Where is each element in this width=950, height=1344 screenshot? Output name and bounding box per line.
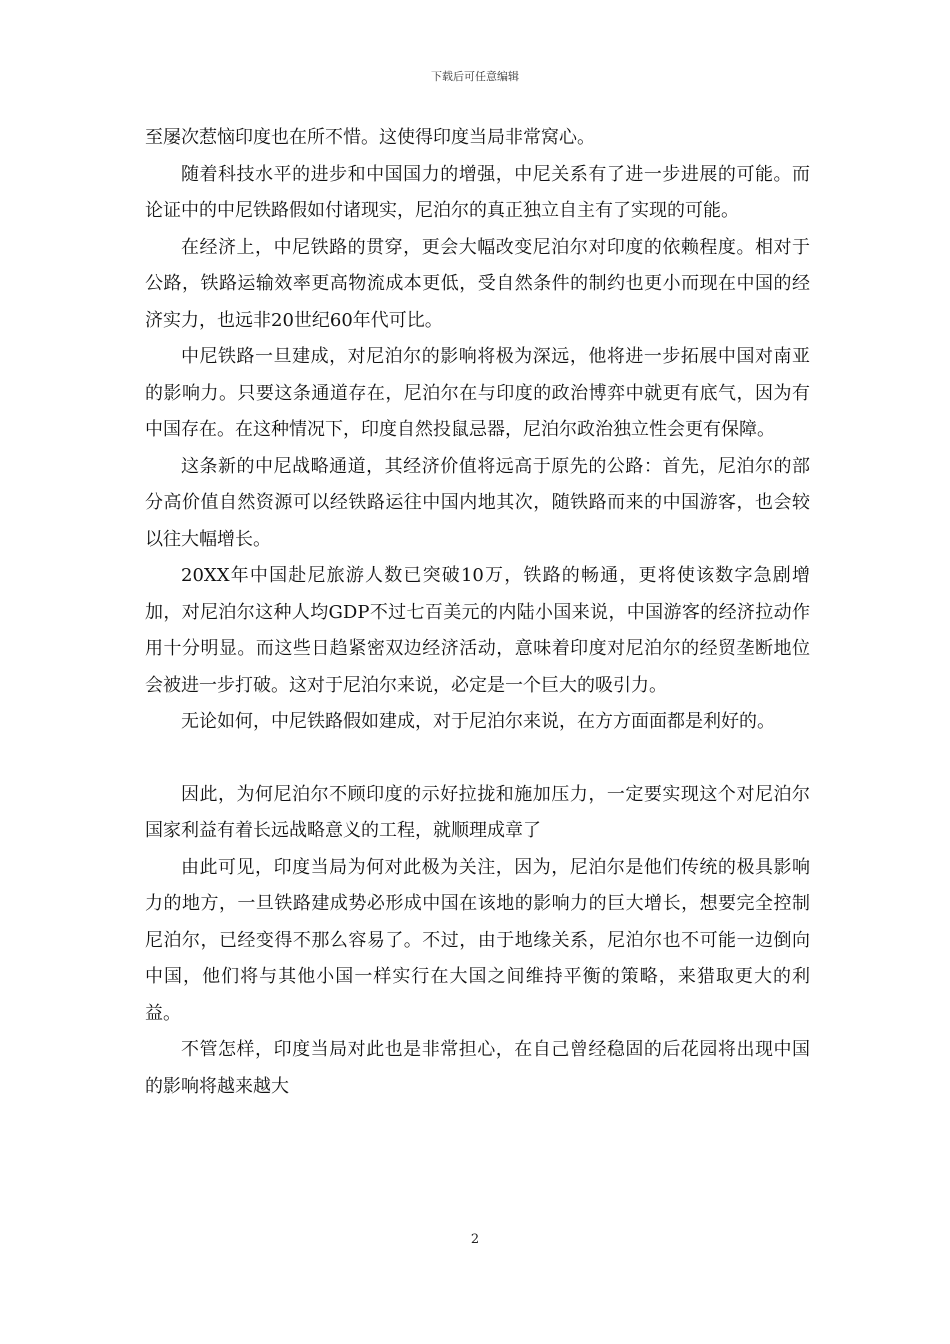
- paragraph: 20XX年中国赴尼旅游人数已突破10万，铁路的畅通，更将使该数字急剧增加，对尼泊尔这种人均GDP不过七百美元的内陆小国来说，中国游客的经济拉动作用十分明显。而这些日趋紧密双边经济活动，意味着印度对尼泊尔的经贸垄断地位会被进一步打破。这对于尼泊尔来说，必定是一个巨大的吸引力。: [145, 565, 810, 696]
- paragraph: 中尼铁路一旦建成，对尼泊尔的影响将极为深远，他将进一步拓展中国对南亚的影响力。只要这条通道存在，尼泊尔在与印度的政治博弈中就更有底气，因为有中国存在。在这种情况下，印度自然投鼠忌器，尼泊尔政治独立性会更有保障。: [145, 346, 810, 440]
- paragraph: 无论如何，中尼铁路假如建成，对于尼泊尔来说，在方方面面都是利好的。: [181, 711, 775, 732]
- page-header: 下载后可任意编辑: [431, 70, 519, 83]
- paragraph: 这条新的中尼战略通道，其经济价值将远高于原先的公路：首先，尼泊尔的部分高价值自然资源可以经铁路运往中国内地其次，随铁路而来的中国游客，也会较以往大幅增长。: [145, 455, 810, 550]
- document-body: [145, 120, 810, 1105]
- paragraph: 随着科技水平的进步和中国国力的增强，中尼关系有了进一步进展的可能。而论证中的中尼铁路假如付诸现实，尼泊尔的真正独立自主有了实现的可能。: [145, 163, 810, 221]
- paragraph: 由此可见，印度当局为何对此极为关注，因为，尼泊尔是他们传统的极具影响力的地方，一旦铁路建成势必形成中国在该地的影响力的巨大增长，想要完全控制尼泊尔，已经变得不那么容易了。不过，由于地缘关系，尼泊尔也不可能一边倒向中国，他们将与其他小国一样实行在大国之间维持平衡的策略，来猎取更大的利益。: [145, 856, 810, 1024]
- paragraph: 不管怎样，印度当局对此也是非常担心，在自己曾经稳固的后花园将出现中国的影响将越来越大: [145, 1039, 810, 1097]
- page-number: 2: [470, 1232, 480, 1247]
- paragraph: 因此，为何尼泊尔不顾印度的示好拉拢和施加压力，一定要实现这个对尼泊尔国家利益有着长远战略意义的工程，就顺理成章了: [145, 783, 810, 841]
- paragraph: 至屡次惹恼印度也在所不惜。这使得印度当局非常窝心。: [145, 127, 595, 148]
- blank-line: [145, 741, 810, 777]
- paragraph: 在经济上，中尼铁路的贯穿，更会大幅改变尼泊尔对印度的依赖程度。相对于公路，铁路运输效率更高物流成本更低，受自然条件的制约也更小而现在中国的经济实力，也远非20世纪60年代可比。: [145, 236, 810, 331]
